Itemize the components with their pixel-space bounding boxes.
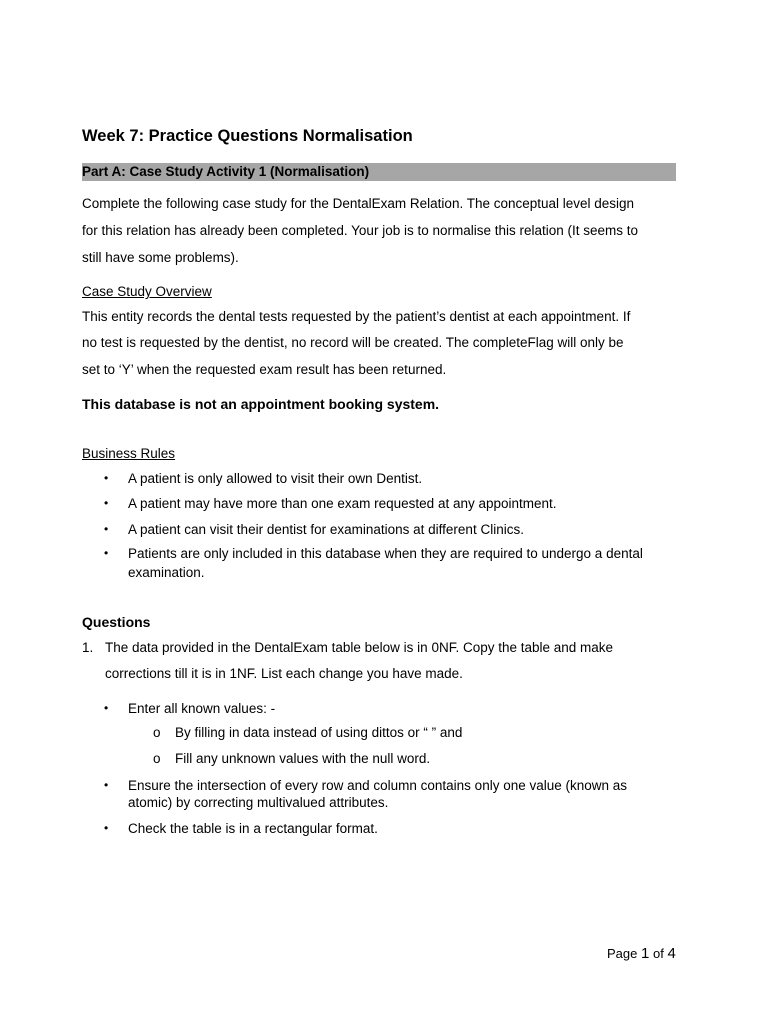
question-1-line-1: The data provided in the DentalExam table below is in 0NF. Copy the table and make: [105, 640, 614, 655]
intro-line-3: still have some problems).: [82, 250, 239, 265]
page-number: 1: [641, 945, 650, 962]
case-study-overview-heading: Case Study Overview: [82, 284, 212, 299]
questions-heading: Questions: [82, 614, 151, 630]
booking-system-note: This database is not an appointment booking system.: [82, 396, 440, 412]
sub-bullet-icon: o: [153, 725, 161, 740]
page-label: Page: [607, 946, 638, 961]
overview-line-1: This entity records the dental tests requested by the patient’s dentist at each appointment. If: [82, 309, 631, 324]
bullet-icon: •: [104, 778, 109, 792]
sub-bullet-icon: o: [153, 751, 161, 766]
business-rule-2: A patient may have more than one exam requested at any appointment.: [128, 496, 557, 511]
business-rule-4-line-2: examination.: [128, 565, 205, 580]
bullet-icon: •: [104, 821, 109, 835]
q1-bullet-2-line-1: Ensure the intersection of every row and column contains only one value (known as: [128, 778, 628, 793]
business-rule-1: A patient is only allowed to visit their own Dentist.: [128, 471, 423, 486]
question-number: 1.: [82, 640, 94, 655]
overview-line-2: no test is requested by the dentist, no record will be created. The completeFlag will only be: [82, 335, 624, 350]
intro-line-1: Complete the following case study for the DentalExam Relation. The conceptual level design: [82, 196, 635, 211]
bullet-icon: •: [104, 471, 109, 485]
bullet-icon: •: [104, 701, 109, 715]
business-rules-heading: Business Rules: [82, 446, 176, 461]
overview-line-3: set to ‘Y’ when the requested exam result has been returned.: [82, 362, 447, 377]
q1-sub-bullet-2: Fill any unknown values with the null word.: [175, 751, 431, 766]
q1-bullet-1: Enter all known values: -: [128, 701, 276, 716]
q1-bullet-2-line-2: atomic) by correcting multivalued attributes.: [128, 795, 389, 810]
part-a-heading-bar: [82, 163, 676, 181]
q1-sub-bullet-1: By filling in data instead of using dittos or “ ” and: [175, 725, 463, 740]
business-rule-3: A patient can visit their dentist for examinations at different Clinics.: [128, 522, 524, 537]
intro-line-2: for this relation has already been completed. Your job is to normalise this relation (It seems to: [82, 223, 639, 238]
question-1-line-2: corrections till it is in 1NF. List each change you have made.: [105, 666, 463, 681]
page-footer: [607, 945, 676, 962]
bullet-icon: •: [104, 522, 109, 536]
q1-bullet-3: Check the table is in a rectangular format.: [128, 821, 378, 836]
bullet-icon: •: [104, 546, 109, 560]
business-rule-4-line-1: Patients are only included in this database when they are required to undergo a dental: [128, 546, 643, 561]
part-a-heading: Part A: Case Study Activity 1 (Normalisation): [82, 164, 370, 179]
of-label: of: [652, 946, 664, 961]
page-total: 4: [667, 945, 676, 962]
bullet-icon: •: [104, 496, 109, 510]
page-title: Week 7: Practice Questions Normalisation: [82, 127, 413, 145]
